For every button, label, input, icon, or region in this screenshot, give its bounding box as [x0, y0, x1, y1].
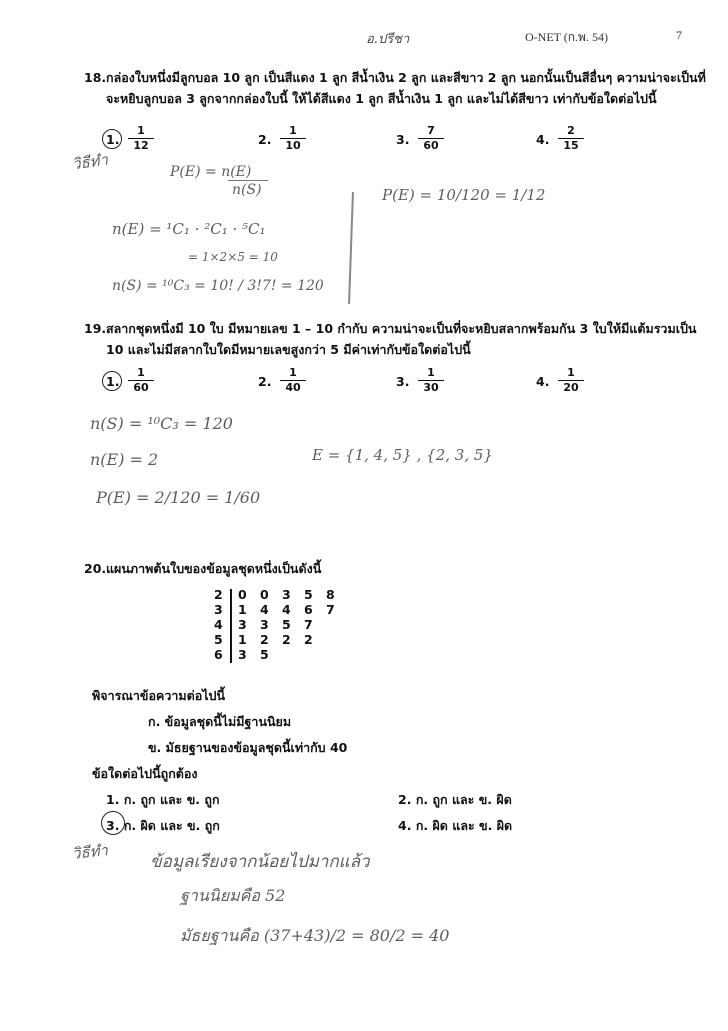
- q18-text: [84, 67, 706, 109]
- q18-line1: กล่องใบหนึ่งมีลูกบอล 10 ลูก เป็นสีแดง 1 ลูก สีน้ำเงิน 2 ลูก และสีขาว 2 ลูก นอกนั้นเป็นสีอื่นๆ ความน่าจะเป็นที่: [106, 70, 706, 85]
- q18-hw-denominator: n(S): [232, 182, 262, 198]
- q18-hw-ns: n(S) = ¹⁰C₃ = 10! / 3!7! = 120: [112, 278, 324, 294]
- handwritten-teacher-mark: อ.ปรีชา: [366, 32, 410, 47]
- q18-choice-4[interactable]: 4. $\frac{2}{15}$: [536, 124, 596, 154]
- q19-choice-2[interactable]: 2. $\frac{1}{40}$: [258, 366, 318, 396]
- fraction: $\frac{1}{60}$: [128, 366, 154, 395]
- q19-hw-pe: P(E) = 2/120 = 1/60: [96, 488, 261, 507]
- exam-label: O-NET (ก.พ. 54): [525, 30, 608, 44]
- q19-number: 19.: [84, 321, 107, 336]
- q19-line2: 10 และไม่มีสลากใบใดมีหมายเลขสูงกว่า 5 มีค่าเท่ากับข้อใดต่อไปนี้: [106, 342, 471, 357]
- q19-choice-1[interactable]: 1. $\frac{1}{60}$: [106, 366, 166, 396]
- q18-choice-2[interactable]: 2. $\frac{1}{10}$: [258, 124, 318, 154]
- q19-choice-3[interactable]: 3. $\frac{1}{30}$: [396, 366, 456, 396]
- q18-line2: จะหยิบลูกบอล 3 ลูกจากกล่องใบนี้ ให้ได้สีแดง 1 ลูก สีน้ำเงิน 1 ลูก และไม่ได้สีขาว เท่ากับข้อใดต่อไปนี้: [106, 91, 657, 106]
- q20-solve-label: วิธีทำ: [71, 841, 109, 863]
- q19-line1: สลากชุดหนึ่งมี 10 ใบ มีหมายเลข 1 – 10 กำกับ ความน่าจะเป็นที่จะหยิบสลากพร้อมกัน 3 ใบให้มีแต้มรวมเป็น: [106, 321, 697, 336]
- q19-hw-ne: n(E) = 2: [90, 450, 159, 469]
- q20-statement-a: ก. ข้อมูลชุดนี้ไม่มีฐานนิยม: [148, 714, 292, 729]
- stem-row: 5 1 2 2 2: [214, 632, 313, 647]
- q20-choice-3[interactable]: 3. ก. ผิด และ ข. ถูก: [106, 818, 220, 833]
- q20-consider: พิจารณาข้อความต่อไปนี้: [92, 688, 225, 703]
- q19-hw-event: E = {1, 4, 5} , {2, 3, 5}: [312, 446, 493, 464]
- q18-number: 18.: [84, 70, 107, 85]
- q20-choice-4[interactable]: 4. ก. ผิด และ ข. ผิด: [398, 818, 513, 833]
- q18-hw-ne-value: = 1×2×5 = 10: [188, 250, 278, 264]
- stem-row: 2 0 0 3 5 8: [214, 587, 335, 602]
- q18-solve-label: วิธีทำ: [70, 150, 109, 174]
- fraction: $\frac{1}{40}$: [280, 366, 306, 395]
- q18-choice-3[interactable]: 3. $\frac{7}{60}$: [396, 124, 456, 154]
- fraction: $\frac{2}{15}$: [558, 124, 584, 153]
- q18-hw-result: P(E) = 10/120 = 1/12: [382, 186, 546, 204]
- selected-answer-circle: [101, 811, 125, 835]
- fraction-line: [228, 180, 268, 181]
- fraction: $\frac{7}{60}$: [418, 124, 444, 153]
- q20-statement-b: ข. มัธยฐานของข้อมูลชุดนี้เท่ากับ 40: [148, 740, 348, 755]
- q20-choice-2[interactable]: 2. ก. ถูก และ ข. ผิด: [398, 792, 512, 807]
- q20-hw-median: มัธยฐานคือ (37+43)/2 = 80/2 = 40: [180, 926, 450, 945]
- fraction: $\frac{1}{10}$: [280, 124, 306, 153]
- q20-hw-sorted: ข้อมูลเรียงจากน้อยไปมากแล้ว: [150, 852, 370, 872]
- q18-choice-1[interactable]: 1. $\frac{1}{12}$: [106, 124, 166, 154]
- fraction: $\frac{1}{30}$: [418, 366, 444, 395]
- q20-hw-mode: ฐานนิยมคือ 52: [180, 886, 286, 905]
- q20-text: [84, 558, 321, 579]
- q20-question: ข้อใดต่อไปนี้ถูกต้อง: [92, 766, 198, 781]
- selected-answer-circle: [102, 371, 122, 391]
- stem-row: 4 3 3 5 7: [214, 617, 313, 632]
- q20-choice-1[interactable]: 1. ก. ถูก และ ข. ถูก: [106, 792, 220, 807]
- q18-hw-ne: n(E) = ¹C₁ · ²C₁ · ⁵C₁: [112, 220, 266, 238]
- q19-hw-ns: n(S) = ¹⁰C₃ = 120: [90, 414, 233, 433]
- q19-choice-4[interactable]: 4. $\frac{1}{20}$: [536, 366, 596, 396]
- divider-line: [348, 192, 353, 304]
- page-number: 7: [676, 28, 682, 42]
- q20-line1: แผนภาพต้นใบของข้อมูลชุดหนึ่งเป็นดังนี้: [106, 561, 322, 576]
- q19-text: [84, 318, 696, 360]
- fraction: $\frac{1}{20}$: [558, 366, 584, 395]
- stem-and-leaf-plot: [214, 587, 364, 662]
- selected-answer-circle: [102, 129, 122, 149]
- stem-row: 6 3 5: [214, 647, 269, 662]
- q20-number: 20.: [84, 561, 107, 576]
- stem-row: 3 1 4 4 6 7: [214, 602, 335, 617]
- fraction: $\frac{1}{12}$: [128, 124, 154, 153]
- q18-hw-formula: P(E) = n(E): [170, 164, 252, 180]
